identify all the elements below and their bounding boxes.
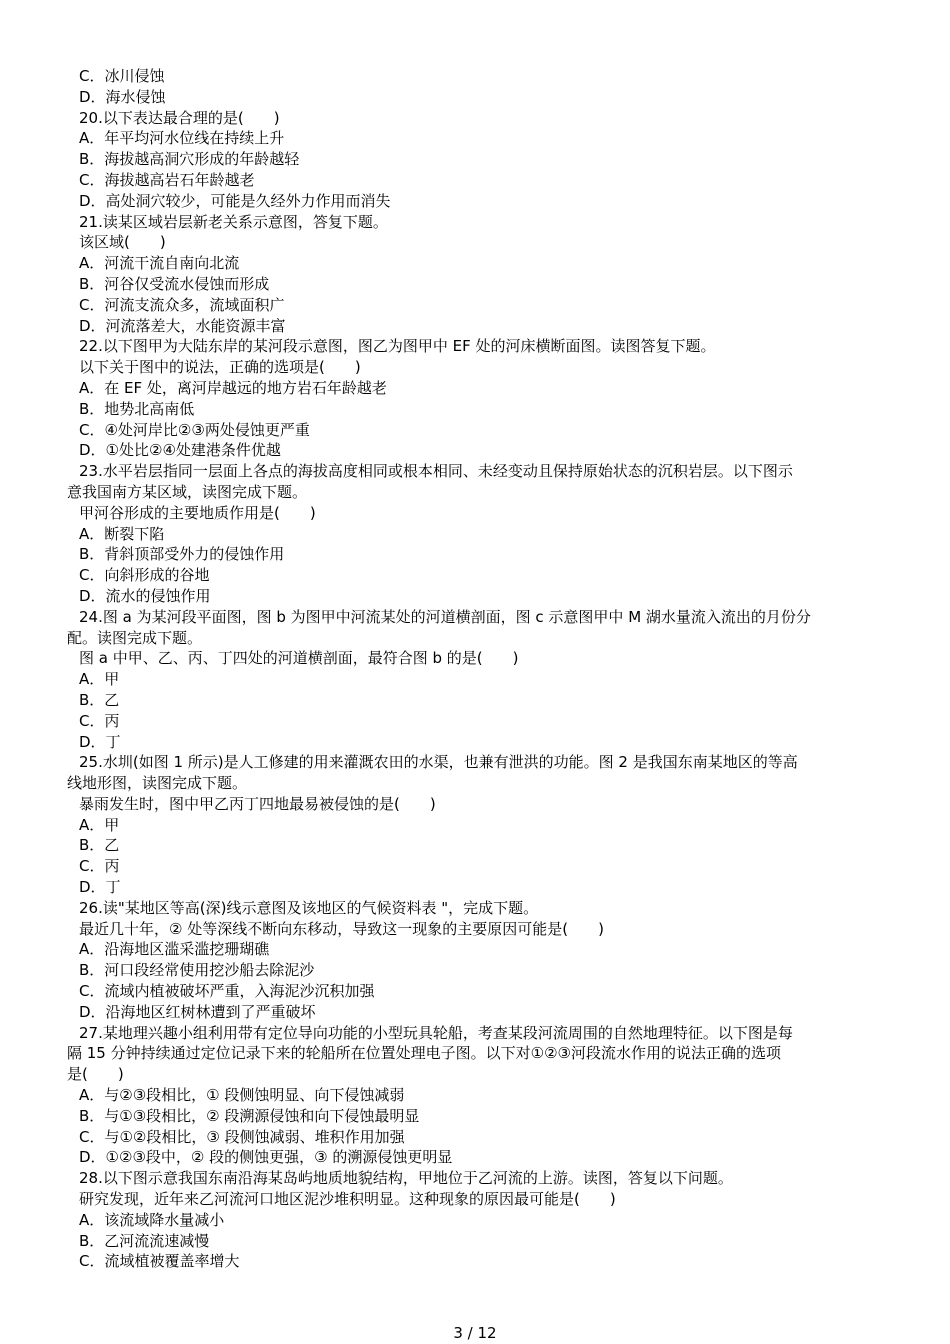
- answer-option: C．丙: [79, 857, 120, 876]
- question-stem: 28.以下图示意我国东南沿海某岛屿地质地貌结构，甲地位于乙河流的上游。读图，答复以下问题。: [79, 1169, 733, 1188]
- answer-option: B．背斜顶部受外力的侵蚀作用: [79, 545, 285, 564]
- question-prompt: 最近几十年，② 处等深线不断向东移动，导致这一现象的主要原因可能是( ): [79, 919, 604, 938]
- question-stem: 20.以下表达最合理的是( ): [79, 108, 280, 127]
- question-stem: 22.以下图甲为大陆东岸的某河段示意图，图乙为图甲中 EF 处的河床横断面图。读图答复下题。: [79, 337, 716, 356]
- answer-option: A．与②③段相比，① 段侧蚀明显、向下侵蚀减弱: [79, 1086, 405, 1105]
- answer-option: D．河流落差大，水能资源丰富: [79, 316, 286, 335]
- answer-option: D．丁: [79, 878, 121, 897]
- answer-option: A．沿海地区滥采滥挖珊瑚礁: [79, 940, 270, 959]
- answer-option: B．乙: [79, 690, 120, 709]
- answer-option: B．乙: [79, 836, 120, 855]
- answer-option: A．年平均河水位线在持续上升: [79, 129, 285, 148]
- answer-option: D．①②③段中，② 段的侧蚀更强，③ 的溯源侵蚀更明显: [79, 1148, 453, 1167]
- answer-option: C．流域植被覆盖率增大: [79, 1252, 240, 1271]
- answer-option: B．河谷仅受流水侵蚀而形成: [79, 274, 270, 293]
- answer-option: B．地势北高南低: [79, 399, 195, 418]
- answer-option: B．与①③段相比，② 段溯源侵蚀和向下侵蚀最明显: [79, 1106, 420, 1125]
- question-stem: 24.图 a 为某河段平面图，图 b 为图甲中河流某处的河道横剖面，图 c 示意图甲中 M 湖水量流入流出的月份分: [79, 607, 811, 626]
- question-stem: 27.某地理兴趣小组利用带有定位导向功能的小型玩具轮船，考查某段河流周围的自然地理特征。以下图是每: [79, 1023, 793, 1042]
- question-prompt: 该区域( ): [79, 233, 166, 252]
- question-text-block: [67, 66, 887, 1272]
- question-stem: 21.读某区域岩层新老关系示意图，答复下题。: [79, 212, 388, 231]
- question-stem-continued: 隔 15 分钟持续通过定位记录下来的轮船所在位置处理电子图。以下对①②③河段流水作用的说法正确的选项: [67, 1044, 781, 1063]
- answer-option: C．海拔越高岩石年龄越老: [79, 170, 255, 189]
- answer-option: B．河口段经常使用挖沙船去除泥沙: [79, 961, 315, 980]
- question-stem: 23.水平岩层指同一层面上各点的海拔高度相同或根本相同、未经变动且保持原始状态的沉积岩层。以下图示: [79, 462, 793, 481]
- answer-option: B．乙河流流速减慢: [79, 1231, 210, 1250]
- question-stem: 26.读"某地区等高(深)线示意图及该地区的气候资料表 "，完成下题。: [79, 898, 539, 917]
- answer-option: B．海拔越高洞穴形成的年龄越轻: [79, 150, 300, 169]
- answer-option: A．河流干流自南向北流: [79, 254, 240, 273]
- question-stem-continued: 配。读图完成下题。: [67, 628, 203, 647]
- answer-option: C．冰川侵蚀: [79, 67, 165, 85]
- answer-option: C．向斜形成的谷地: [79, 566, 210, 585]
- question-prompt: 甲河谷形成的主要地质作用是( ): [79, 503, 316, 522]
- answer-option: A．断裂下陷: [79, 524, 165, 543]
- answer-option: D．沿海地区红树林遭到了严重破坏: [79, 1002, 316, 1021]
- question-stem-continued: 是( ): [67, 1065, 124, 1084]
- question-stem-continued: 线地形图，读图完成下题。: [67, 774, 248, 793]
- page-number: 3 / 12: [453, 1324, 497, 1342]
- answer-option: A．该流域降水量减小: [79, 1210, 225, 1229]
- answer-option: D．流水的侵蚀作用: [79, 586, 211, 605]
- answer-option: C．④处河岸比②③两处侵蚀更严重: [79, 420, 310, 439]
- question-prompt: 研究发现，近年来乙河流河口地区泥沙堆积明显。这种现象的原因最可能是( ): [79, 1190, 616, 1209]
- answer-option: A．甲: [79, 815, 120, 834]
- question-prompt: 图 a 中甲、乙、丙、丁四处的河道横剖面，最符合图 b 的是( ): [79, 649, 519, 668]
- answer-option: C．河流支流众多，流域面积广: [79, 295, 285, 314]
- answer-option: A．在 EF 处，离河岸越远的地方岩石年龄越老: [79, 378, 387, 397]
- question-stem-continued: 意我国南方某区域，读图完成下题。: [67, 482, 308, 501]
- answer-option: C．与①②段相比，③ 段侧蚀减弱、堆积作用加强: [79, 1127, 405, 1146]
- answer-option: C．丙: [79, 711, 120, 730]
- answer-option: D．丁: [79, 732, 121, 751]
- answer-option: A．甲: [79, 670, 120, 689]
- answer-option: D．①处比②④处建港条件优越: [79, 441, 281, 460]
- answer-option: C．流域内植被破坏严重，入海泥沙沉积加强: [79, 982, 375, 1001]
- question-prompt: 以下关于图中的说法，正确的选项是( ): [79, 358, 361, 377]
- question-stem: 25.水圳(如图 1 所示)是人工修建的用来灌溉农田的水渠，也兼有泄洪的功能。图 2 是我国东南某地区的等高: [79, 753, 798, 772]
- question-prompt: 暴雨发生时，图中甲乙丙丁四地最易被侵蚀的是( ): [79, 794, 436, 813]
- answer-option: D．高处洞穴较少，可能是久经外力作用而消失: [79, 191, 391, 210]
- answer-option: D．海水侵蚀: [79, 87, 166, 106]
